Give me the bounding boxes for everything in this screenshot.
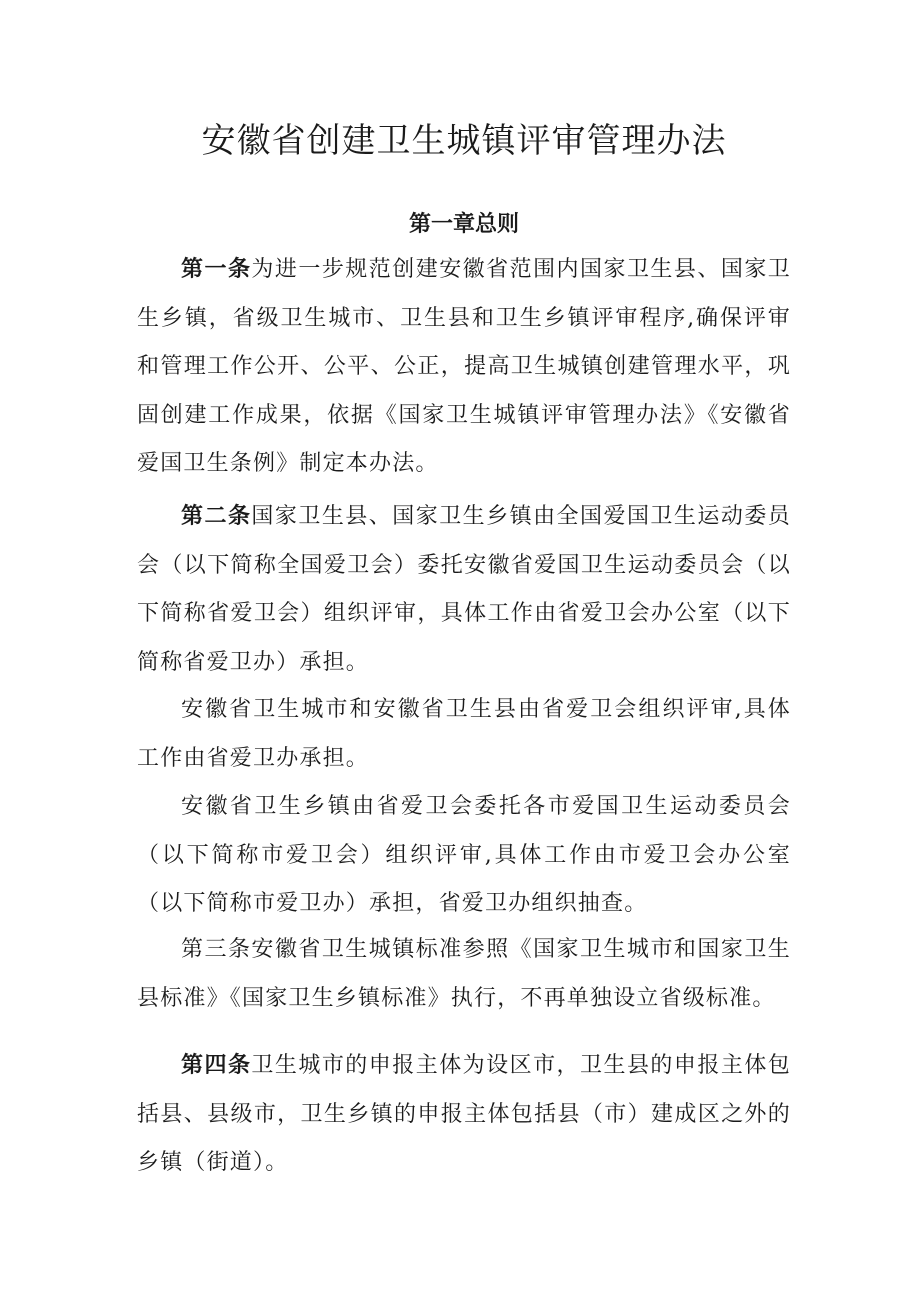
article-2 bbox=[137, 493, 791, 687]
article-3 bbox=[137, 926, 791, 1023]
article-label: 第四条 bbox=[181, 1053, 252, 1078]
paragraph-text: 第三条安徽省卫生城镇标准参照《国家卫生城市和国家卫生县标准》《国家卫生乡镇标准》执行，不再单独设立省级标准。 bbox=[137, 937, 791, 1011]
article-text: 为进一步规范创建安徽省范围内国家卫生县、国家卫生乡镇，省级卫生城市、卫生县和卫生乡镇评审程序,确保评审和管理工作公开、公平、公正，提高卫生城镇创建管理水平，巩固创建工作成果，依据《国家卫生城镇评审管理办法》《安徽省爱国卫生条例》制定本办法。 bbox=[137, 257, 791, 476]
article-text: 国家卫生县、国家卫生乡镇由全国爱国卫生运动委员会（以下简称全国爱卫会）委托安徽省爱国卫生运动委员会（以下简称省爱卫会）组织评审，具体工作由省爱卫会办公室（以下简称省爱卫办）承担。 bbox=[137, 504, 791, 675]
article-1 bbox=[137, 246, 791, 489]
article-text: 卫生城市的申报主体为设区市，卫生县的申报主体包括县、县级市，卫生乡镇的申报主体包括县（市）建成区之外的乡镇（街道）。 bbox=[137, 1053, 791, 1175]
paragraph-text: 安徽省卫生乡镇由省爱卫会委托各市爱国卫生运动委员会（以下简称市爱卫会）组织评审,具体工作由市爱卫会办公室（以下简称市爱卫办）承担，省爱卫办组织抽查。 bbox=[137, 794, 791, 916]
paragraph-provincial-town bbox=[137, 783, 791, 929]
chapter-title: 第一章总则 bbox=[408, 212, 519, 237]
document-title: 安徽省创建卫生城镇评审管理办法 bbox=[201, 121, 727, 161]
paragraph-provincial-city bbox=[137, 686, 791, 783]
article-label: 第二条 bbox=[181, 504, 252, 529]
paragraph-text: 安徽省卫生城市和安徽省卫生县由省爱卫会组织评审,具体工作由省爱卫办承担。 bbox=[137, 697, 791, 771]
article-4 bbox=[137, 1042, 791, 1188]
article-label: 第一条 bbox=[181, 257, 252, 282]
